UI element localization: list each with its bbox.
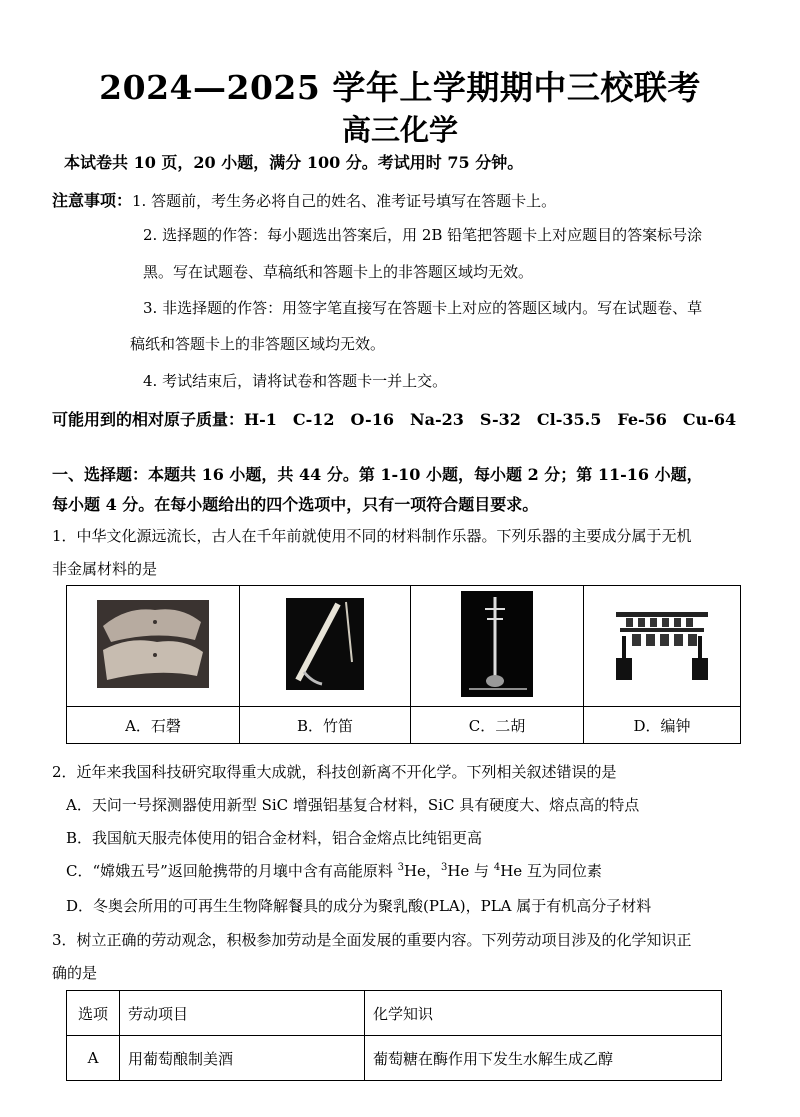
erhu-image — [411, 586, 584, 707]
q1-option-c: C．二胡 — [411, 707, 584, 744]
q1-stem-line2: 非金属材料的是 — [52, 560, 158, 578]
notice-item-2: 2. 选择题的作答：每小题选出答案后，用 2B 铅笔把答题卡上对应题目的答案标号涂 — [143, 226, 703, 244]
q3-row-a-labor: 用葡萄酿制美酒 — [120, 1036, 365, 1081]
notice — [52, 188, 556, 211]
q3-header-option: 选项 — [67, 991, 120, 1036]
q3-header-labor: 劳动项目 — [120, 991, 365, 1036]
q3-header-knowledge: 化学知识 — [365, 991, 722, 1036]
q3-row-a-option: A — [67, 1036, 120, 1081]
q1-option-b: B．竹笛 — [240, 707, 411, 744]
q1-options-table — [66, 585, 741, 744]
q3-stem-line2: 确的是 — [52, 964, 98, 982]
notice-item-3-cont: 稿纸和答题卡上的非答题区域均无效。 — [130, 335, 386, 353]
q3-stem-line1: 3．树立正确的劳动观念，积极参加劳动是全面发展的重要内容。下列劳动项目涉及的化学知识正 — [52, 931, 692, 949]
atomic-masses: 可能用到的相对原子质量：H-1 C-12 O-16 Na-23 S-32 Cl-35.5 Fe-56 Cu-64 — [52, 410, 737, 429]
q2-option-b: B．我国航天服壳体使用的铝合金材料，铝合金熔点比纯铝更高 — [66, 829, 483, 847]
q2-stem: 2．近年来我国科技研究取得重大成就，科技创新离不开化学。下列相关叙述错误的是 — [52, 763, 617, 781]
notice-label: 注意事项： — [52, 191, 133, 210]
q1-option-a: A．石磬 — [67, 707, 240, 744]
notice-item-1: 1. 答题前，考生务必将自己的姓名、准考证号填写在答题卡上。 — [132, 192, 557, 210]
notice-item-4: 4. 考试结束后，请将试卷和答题卡一并上交。 — [143, 372, 448, 390]
q2-c-text: He， — [403, 862, 441, 880]
q2-option-a: A．天问一号探测器使用新型 SiC 增强铝基复合材料，SiC 具有硬度大、熔点高的特点 — [66, 796, 640, 814]
q2-c-text: C．“嫦娥五号”返回舱携带的月壤中含有高能原料 — [66, 862, 398, 880]
section1-line2: 每小题 4 分。在每小题给出的四个选项中，只有一项符合题目要求。 — [52, 495, 539, 514]
q3-table — [66, 990, 722, 1081]
notice-item-3: 3. 非选择题的作答：用签字笔直接写在答题卡上对应的答题区域内。写在试题卷、草 — [143, 299, 703, 317]
q2-c-text: He 与 — [447, 862, 494, 880]
section1-line1: 一、选择题：本题共 16 小题，共 44 分。第 1-10 小题，每小题 2 分；第 11-16 小题， — [52, 465, 703, 484]
exam-title: 2024—2025 学年上学期期中三校联考 — [99, 68, 701, 107]
q2-c-sup: 3 — [440, 862, 448, 873]
q2-c-text: He 互为同位素 — [500, 862, 602, 880]
exam-intro: 本试卷共 10 页，20 小题，满分 100 分。考试用时 75 分钟。 — [64, 153, 524, 172]
stone-chime-image — [67, 586, 240, 707]
q1-stem-line1: 1．中华文化源远流长，古人在千年前就使用不同的材料制作乐器。下列乐器的主要成分属于无机 — [52, 527, 692, 545]
q2-c-sup: 4 — [493, 862, 501, 873]
q2-option-c — [66, 860, 602, 881]
q2-option-d: D．冬奥会所用的可再生生物降解餐具的成分为聚乳酸(PLA)，PLA 属于有机高分子材料 — [66, 897, 652, 915]
q3-row-a-knowledge: 葡萄糖在酶作用下发生水解生成乙醇 — [365, 1036, 722, 1081]
bamboo-flute-image — [240, 586, 411, 707]
q2-c-sup: 3 — [397, 862, 404, 873]
bianzhong-image — [584, 586, 741, 707]
q1-option-d: D．编钟 — [584, 707, 741, 744]
notice-item-2-cont: 黑。写在试题卷、草稿纸和答题卡上的非答题区域均无效。 — [143, 263, 534, 281]
exam-subject: 高三化学 — [341, 113, 458, 147]
